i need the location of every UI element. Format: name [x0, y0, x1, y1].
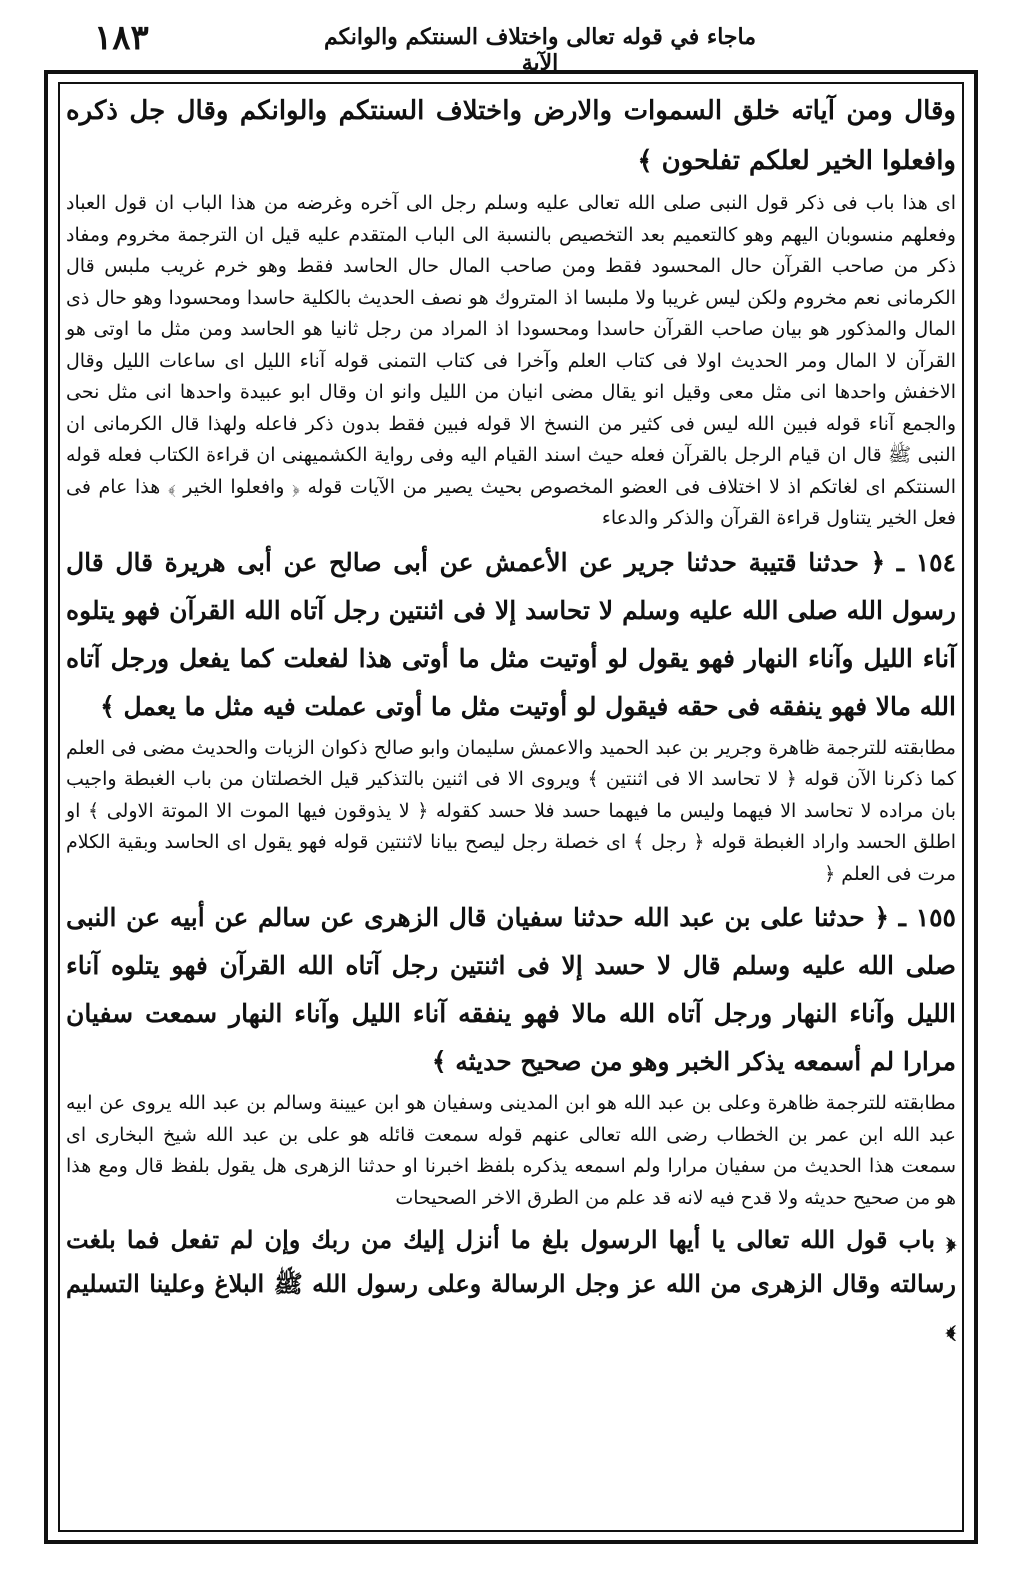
commentary-block: اى هذا باب فى ذكر قول النبى صلى الله تعالى عليه وسلم رجل الى آخره وغرضه من هذا الباب ان قول العباد وفعلهم منسوبان اليهم وهو كالتعميم بعد التخصيص بالنسبة الى الباب المتقدم عليه قيل ان الترجمة مخروم ومفاد ذكر من صاحب القرآن حال المحسود فقط ومن صاحب المال حال الحاسد فقط وهو خرم غريب ملبس قال الكرمانى نعم مخروم ولكن ليس غريبا ولا ملبسا اذ المتروك هو نصف الحديث بالكلية حاسدا ومحسودا وهو حال ذى المال والمذكور هو بيان صاحب القرآن حاسدا ومحسودا اذ المراد من رجل ثانيا هو الحاسد ومن مثل ما اوتى هو القرآن لا المال ومر الحديث اولا فى كتاب العلم وآخرا فى كتاب التمنى قوله آناء الليل اى ساعات الليل وقال الاخفش واحدها انى مثل معى وقيل انو يقال مضى انيان من الليل وانو ان وقال ابو عبيدة واحدها انى مثل نحى والجمع آناء قوله فبين الله ليس فى كثير من النسخ الا قوله فبين فقط بدون ذكر فاعله ولهذا قال الكرمانى ان النبى ﷺ قال ان قيام الرجل بالقرآن فعله حيث اسند القيام اليه وفى رواية الكشميهنى ان قراءة الكتاب فعله قوله السنتكم اى لغاتكم اذ لا اختلاف فى العضو المخصوص بحيث يصير من الآيات قوله ﴿ وافعلوا الخير ﴾ هذا عام فى فعل الخير يتناول قراءة القرآن والذكر والدعاء	[66, 192, 956, 529]
running-title: ماجاء في قوله تعالى واختلاف السنتكم والوانكم الآية	[323, 24, 757, 76]
commentary-block: مطابقته للترجمة ظاهرة وعلى بن عبد الله هو ابن المدينى وسفيان هو ابن عيينة وسالم بن عبد الله يروى عن ابيه عبد الله ابن عمر بن الخطاب رضى الله تعالى عنهم قوله سمعت قائله هو على بن عبد الله شيخ البخارى اى سمعت هذا الحديث من سفيان مرارا ولم اسمعه يذكره بلفظ اخبرنا او حدثنا الزهرى هل يقول بلفظ قال ومع هذا هو من صحيح حديثه ولا قدح فيه لانه قد علم من الطرق الاخر الصحيحات	[66, 1092, 956, 1209]
hadith-154: ١٥٤ ـ ﴿ حدثنا قتيبة حدثنا جرير عن الأعمش عن أبى صالح عن أبى هريرة قال قال رسول الله صلى الله عليه وسلم لا تحاسد إلا فى اثنتين رجل آتاه الله القرآن فهو يتلوه آناء الليل وآناء النهار فهو يقول لو أوتيت مثل ما أوتى هذا لفعلت كما يفعل ورجل آتاه الله مالا فهو ينفقه فى حقه فيقول لو أوتيت مثل ما أوتى عملت فيه مثل ما يعمل ﴾	[66, 547, 956, 721]
commentary-block: مطابقته للترجمة ظاهرة وجرير بن عبد الحميد والاعمش سليمان وابو صالح ذكوان الزيات والحديث مضى فى العلم كما ذكرنا الآن قوله ﴿ لا تحاسد الا فى اثنتين ﴾ ويروى الا فى اثنين بالتذكير قيل الخصلتان من باب الغبطة واجيب بان مراده لا تحاسد الا فيهما وليس ما فيهما حسد فلا حسد كقوله ﴿ لا يذوقون فيها الموت الا الموتة الاولى ﴾ او اطلق الحسد واراد الغبطة قوله ﴿ رجل ﴾ اى خصلة رجل ليصح بيانا لاثنتين قوله فهو يقول اى الحاسد وبقية الكلام مرت فى العلم ﴿	[66, 736, 956, 885]
chapter-heading: ﴿ باب قول الله تعالى يا أيها الرسول بلغ ما أنزل إليك من ربك وإن لم تفعل فما بلغت رسالته وقال الزهرى من الله عز وجل الرسالة وعلى رسول الله ﷺ البلاغ وعلينا التسليم ﴾	[66, 1225, 956, 1342]
hadith-155: ١٥٥ ـ ﴿ حدثنا على بن عبد الله حدثنا سفيان قال الزهرى عن سالم عن أبيه عن النبى صلى الله عليه وسلم قال لا حسد إلا فى اثنتين رجل آتاه الله القرآن فهو يتلوه آناء الليل وآناء النهار ورجل آتاه الله مالا فهو ينفقه آناء الليل وآناء النهار سمعت سفيان مرارا لم أسمعه يذكر الخبر وهو من صحيح حديثه ﴾	[66, 903, 956, 1076]
quran-verse: وقال ومن آياته خلق السموات والارض واختلاف السنتكم والوانكم وقال جل ذكره وافعلوا الخير لعلكم تفلحون ﴾	[66, 96, 956, 176]
page-number: ١٨٣	[94, 18, 149, 58]
page-header	[60, 18, 980, 76]
page-body	[66, 86, 956, 1350]
